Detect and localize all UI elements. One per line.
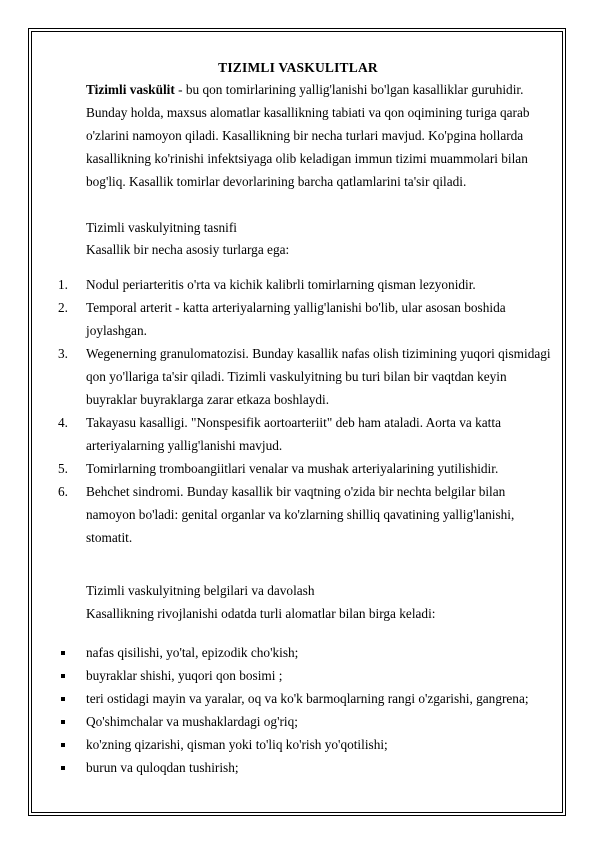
symptoms-subheading: Kasallikning rivojlanishi odatda turli alomatlar bilan birga keladi: xyxy=(86,606,436,621)
bullet-item xyxy=(0,641,596,664)
bullet-marker xyxy=(61,743,65,747)
list-item xyxy=(0,411,596,457)
bullet-item xyxy=(0,756,596,779)
bullet-item xyxy=(0,687,596,710)
list-item xyxy=(0,342,596,411)
list-item xyxy=(0,457,596,480)
bullet-item-text: Qo'shimchalar va mushaklardagi og'riq; xyxy=(86,714,298,729)
bullet-marker xyxy=(61,766,65,770)
bullet-marker xyxy=(61,651,65,655)
bullet-marker xyxy=(61,674,65,678)
bullet-marker xyxy=(61,720,65,724)
classification-heading: Tizimli vaskulyitning tasnifi xyxy=(86,220,237,235)
bullet-item xyxy=(0,733,596,756)
list-item-text: Wegenerning granulomatozisi. Bunday kasallik nafas olish tizimining yuqori qismidagi qon yo'llariga ta'sir qiladi. Tizimli vaskulyitning bu turi bilan bir vaqtdan keyin buyraklar buyraklarga zarar etkaza boshlaydi. xyxy=(86,346,551,407)
bullet-item xyxy=(0,710,596,733)
list-item-text: Behchet sindromi. Bunday kasallik bir vaqtning o'zida bir nechta belgilar bilan namoyon bo'ladi: genital organlar va ko'zlarning shilliq qavatining yallig'lanishi, stomatit. xyxy=(86,484,515,545)
bullet-item xyxy=(0,664,596,687)
list-item xyxy=(0,296,596,342)
bullet-item-text: teri ostidagi mayin va yaralar, oq va ko'k barmoqlarning rangi o'zgarishi, gangrena; xyxy=(86,691,529,706)
list-number: 5. xyxy=(58,461,68,476)
list-item-text: Temporal arterit - katta arteriyalarning yallig'lanishi bo'lib, ular asosan boshida joylashgan. xyxy=(86,300,506,338)
bullet-marker xyxy=(61,697,65,701)
symptoms-heading: Tizimli vaskulyitning belgilari va davolash xyxy=(86,583,315,598)
bullet-item-text: ko'zning qizarishi, qisman yoki to'liq ko'rish yo'qotilishi; xyxy=(86,737,388,752)
list-item-text: Nodul periarteritis o'rta va kichik kalibrli tomirlarning qisman lezyonidir. xyxy=(86,277,476,292)
intro-paragraph xyxy=(86,78,556,193)
intro-term: Tizimli vaskülit xyxy=(86,82,175,97)
symptoms-list xyxy=(0,641,596,779)
list-number: 6. xyxy=(58,484,68,499)
classification-list xyxy=(0,273,596,549)
bullet-item-text: burun va quloqdan tushirish; xyxy=(86,760,239,775)
list-number: 3. xyxy=(58,346,68,361)
intro-text: - bu qon tomirlarining yallig'lanishi bo'lgan kasalliklar guruhidir. Bunday holda, maxsus alomatlar kasallikning tabiati va qon oqimining turiga qarab o'zlarini namoyon qiladi. Kasallikning bir necha turlari mavjud. Ko'pgina hollarda kasallikning ko'rinishi infektsiyaga olib keladigan immun tizimi muammolari bilan bog'liq. Kasallik tomirlar devorlarining barcha qatlamlarini ta'sir qiladi. xyxy=(86,82,530,189)
classification-subheading: Kasallik bir necha asosiy turlarga ega: xyxy=(86,242,290,257)
list-item xyxy=(0,480,596,549)
list-item xyxy=(0,273,596,296)
list-number: 4. xyxy=(58,415,68,430)
bullet-item-text: nafas qisilishi, yo'tal, epizodik cho'kish; xyxy=(86,645,299,660)
document-title: TIZIMLI VASKULITLAR xyxy=(218,60,378,75)
list-item-text: Tomirlarning tromboangiitlari venalar va mushak arteriyalarining yutilishidir. xyxy=(86,461,499,476)
list-item-text: Takayasu kasalligi. "Nonspesifik aortoarteriit" deb ham ataladi. Aorta va katta arteriyalarning yallig'lanishi mavjud. xyxy=(86,415,501,453)
list-number: 1. xyxy=(58,277,68,292)
list-number: 2. xyxy=(58,300,68,315)
bullet-item-text: buyraklar shishi, yuqori qon bosimi ; xyxy=(86,668,283,683)
